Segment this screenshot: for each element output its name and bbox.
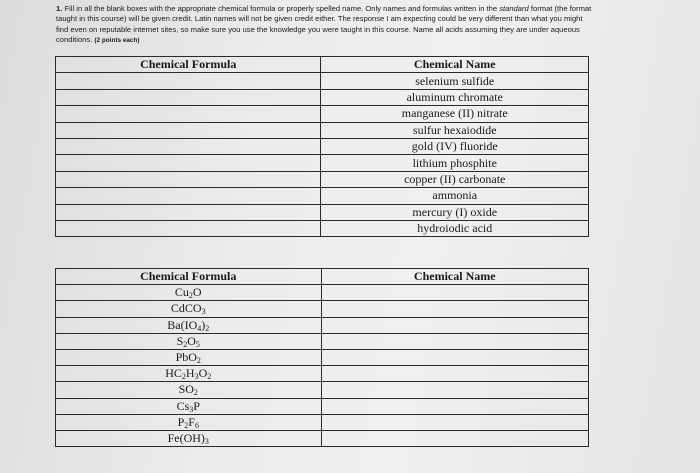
formula-answer-cell[interactable] (56, 171, 321, 187)
table-row (56, 430, 589, 446)
header-chemical-formula: Chemical Formula (56, 269, 322, 285)
formula-answer-cell[interactable] (56, 73, 321, 89)
name-answer-cell[interactable] (321, 317, 589, 333)
formula-subscript: 2 (181, 372, 186, 382)
table-header-row (56, 269, 589, 285)
instructions-text-1: Fill in all the blank boxes with the appropriate chemical formula or properly spelled name. Only names and formulas written in the (62, 4, 500, 13)
formula-text: H (185, 366, 195, 381)
name-answer-cell[interactable] (321, 430, 589, 446)
instructions-paragraph (56, 4, 596, 46)
name-answer-cell[interactable] (321, 285, 589, 301)
table-row (56, 171, 589, 187)
formula-text: PbO (175, 350, 197, 365)
table-header-row (56, 57, 589, 73)
chemical-name-cell: aluminum chromate (321, 89, 589, 105)
header-chemical-name: Chemical Name (321, 57, 589, 73)
table-row (56, 366, 589, 382)
chemical-name-cell: ammonia (321, 188, 589, 204)
table-row (56, 122, 589, 138)
points-note: (2 points each) (94, 36, 140, 44)
formula-answer-cell[interactable] (56, 106, 321, 122)
formula-text: P (193, 398, 200, 413)
formula-text: Fe(OH) (167, 430, 205, 445)
table-row (56, 188, 589, 204)
chemical-formula-cell (56, 333, 322, 349)
formula-text: O (192, 285, 202, 300)
formula-subscript: 2 (205, 323, 210, 333)
formula-answer-cell[interactable] (56, 188, 321, 204)
name-answer-cell[interactable] (321, 414, 589, 430)
chemical-name-cell: hydroiodic acid (321, 220, 589, 236)
formula-subscript: 2 (188, 291, 193, 301)
table-row (56, 138, 589, 154)
formula-answer-cell[interactable] (56, 89, 321, 105)
table-row (56, 106, 589, 122)
name-answer-cell[interactable] (321, 382, 589, 398)
formula-answer-cell[interactable] (56, 220, 321, 236)
names-to-formulas-table (55, 56, 589, 237)
instructions-text-2: format (the format taught in this course) will be given credit. Latin names will not be given credit either. The response I am expecting could be very different than what you might find even on reputable internet sites, so make sure you use the knowledge you were taught in this course. Name all acids assuming they are under aqueous conditions. (56, 4, 592, 44)
formula-subscript: 2 (207, 372, 212, 382)
name-answer-cell[interactable] (321, 366, 589, 382)
formula-text: Cu (174, 285, 189, 300)
name-answer-cell[interactable] (321, 333, 589, 349)
formula-text: CdCO (170, 301, 202, 316)
name-answer-cell[interactable] (321, 398, 589, 414)
question-number: 1. (56, 4, 63, 13)
name-answer-cell[interactable] (321, 349, 589, 365)
chemical-formula-cell (56, 301, 322, 317)
table-row (56, 382, 589, 398)
formula-answer-cell[interactable] (56, 204, 321, 220)
formulas-to-names-table (55, 268, 589, 447)
chemical-name-cell: lithium phosphite (321, 155, 589, 171)
chemical-name-cell: manganese (II) nitrate (321, 106, 589, 122)
formula-subscript: 3 (189, 404, 194, 414)
formula-text: F (188, 414, 195, 429)
table-row (56, 349, 589, 365)
chemical-formula-cell (56, 398, 322, 414)
table-row (56, 204, 589, 220)
formula-subscript: 2 (193, 388, 198, 398)
formula-subscript: 2 (184, 420, 189, 430)
formula-subscript: 4 (197, 323, 202, 333)
chemical-formula-cell (56, 285, 322, 301)
formula-text: S (176, 333, 184, 348)
table-row (56, 301, 589, 317)
formula-subscript: 3 (201, 307, 206, 317)
formula-text: ) (201, 317, 206, 332)
formula-text: P (177, 414, 185, 429)
chemical-name-cell: copper (II) carbonate (321, 171, 589, 187)
table-row (56, 398, 589, 414)
table-row (56, 89, 589, 105)
header-chemical-name: Chemical Name (321, 269, 589, 285)
chemical-formula-cell (56, 382, 322, 398)
formula-subscript: 2 (183, 339, 188, 349)
chemical-name-cell: sulfur hexaiodide (321, 122, 589, 138)
formula-answer-cell[interactable] (56, 138, 321, 154)
table-row (56, 73, 589, 89)
formula-subscript: 3 (204, 436, 209, 446)
formula-subscript: 5 (195, 339, 200, 349)
formula-answer-cell[interactable] (56, 122, 321, 138)
formula-text: Cs (176, 398, 190, 413)
formula-text: O (198, 366, 208, 381)
chemical-name-cell: mercury (I) oxide (321, 204, 589, 220)
chemical-formula-cell (56, 349, 322, 365)
chemical-formula-cell (56, 317, 322, 333)
table-row (56, 220, 589, 236)
chemical-formula-cell (56, 430, 322, 446)
chemical-name-cell: gold (IV) fluoride (321, 138, 589, 154)
formula-subscript: 6 (194, 420, 199, 430)
formula-text: HC (165, 366, 182, 381)
name-answer-cell[interactable] (321, 301, 589, 317)
formula-text: SO (178, 382, 194, 397)
header-chemical-formula: Chemical Formula (56, 57, 321, 73)
formula-text: O (187, 333, 196, 348)
table-row (56, 333, 589, 349)
chemical-name-cell: selenium sulfide (321, 73, 589, 89)
formula-subscript: 3 (194, 372, 199, 382)
table-row (56, 155, 589, 171)
chemical-formula-cell (56, 414, 322, 430)
formula-answer-cell[interactable] (56, 155, 321, 171)
formula-subscript: 2 (196, 356, 201, 366)
table-row (56, 414, 589, 430)
formula-text: Ba(IO (167, 317, 198, 332)
table-row (56, 285, 589, 301)
chemical-formula-cell (56, 366, 322, 382)
instructions-emphasis: standard (499, 4, 529, 13)
table-row (56, 317, 589, 333)
